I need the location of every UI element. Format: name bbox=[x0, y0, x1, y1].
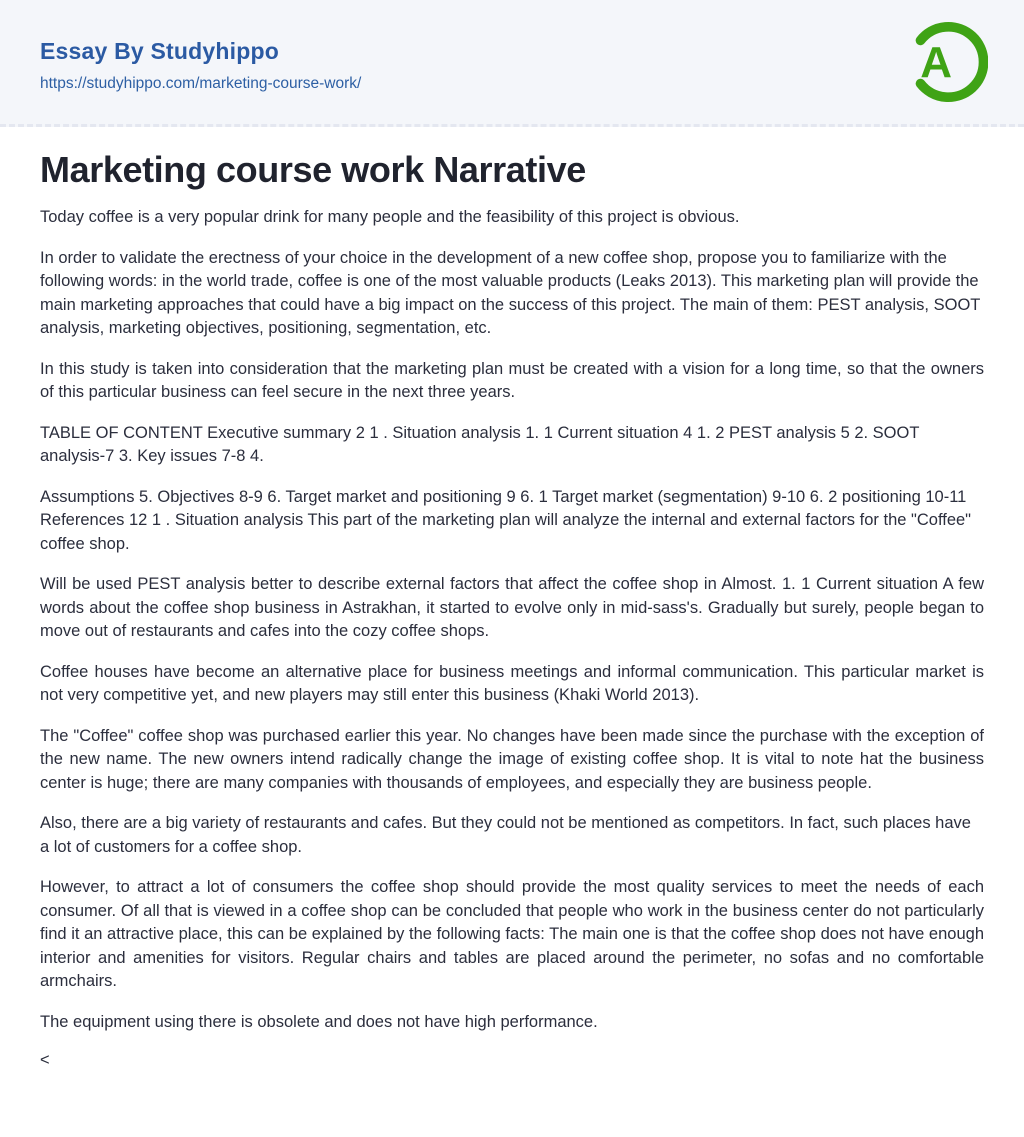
paragraph: TABLE OF CONTENT Executive summary 2 1 . Situation analysis 1. 1 Current situation 4 1. 2 PEST analysis 5 2. SOOT analysis-7 3. Key issues 7-8 4. bbox=[40, 423, 920, 465]
source-url-link[interactable]: https://studyhippo.com/marketing-course-work/ bbox=[40, 74, 362, 92]
paragraph: In this study is taken into consideration that the marketing plan must be created with a vision for a long time, so that the owners of this particular business can feel secure in the next three years. bbox=[40, 359, 984, 401]
truncation-marker: < bbox=[40, 1051, 50, 1069]
paragraph: The "Coffee" coffee shop was purchased earlier this year. No changes have been made since the purchase with the exception of the new name. The new owners intend radically change the image of existing coffee shop. It is vital to note hat the business center is huge; there are many companies with thousands of employees, and especially they are business people. bbox=[40, 726, 984, 792]
paragraph: Will be used PEST analysis better to describe external factors that affect the coffee shop in Almost. 1. 1 Current situation A few words about the coffee shop business in Astrakhan, it started to evolve only in mid-sass's. Gradually but surely, people began to move out of restaurants and cafes into the cozy coffee shops. bbox=[40, 575, 984, 640]
paragraph: However, to attract a lot of consumers the coffee shop should provide the most quality services to meet the needs of each consumer. Of all that is viewed in a coffee shop can be concluded that people who work in the business center do not particularly find it an attractive place, this can be explained by the following facts: The main one is that the coffee shop does not have enough interior and amenities for visitors. Regular chairs and tables are placed around the perimeter, no sofas and no comfortable armchairs. bbox=[40, 878, 984, 990]
header-text bbox=[40, 32, 361, 93]
article-body bbox=[40, 206, 984, 1034]
article bbox=[0, 127, 1024, 1070]
paragraph: Assumptions 5. Objectives 8-9 6. Target market and positioning 9 6. 1 Target market (segmentation) 9-10 6. 2 positioning 10-11 References 12 1 . Situation analysis This part of the marketing plan will analyze the internal and external factors for the "Coffee" coffee shop. bbox=[40, 487, 972, 553]
studyhippo-logo-icon bbox=[900, 18, 988, 106]
logo-letter: A bbox=[920, 37, 952, 87]
paragraph: In order to validate the erectness of your choice in the development of a new coffee shop, propose you to familiarize with the following words: in the world trade, coffee is one of the most valuable products (Leaks 2013). This marketing plan will provide the main marketing approaches that could have a big impact on the success of this project. The main of them: PEST analysis, SOOT analysis, marketing objectives, positioning, segmentation, etc. bbox=[40, 248, 981, 337]
paragraph: The equipment using there is obsolete and does not have high performance. bbox=[40, 1012, 598, 1031]
paragraph: Today coffee is a very popular drink for many people and the feasibility of this project is obvious. bbox=[40, 208, 740, 226]
site-title: Essay By Studyhippo bbox=[40, 37, 279, 64]
paragraph: Also, there are a big variety of restaurants and cafes. But they could not be mentioned as competitors. In fact, such places have a lot of customers for a coffee shop. bbox=[40, 814, 971, 856]
site-header bbox=[0, 0, 1024, 127]
paragraph: Coffee houses have become an alternative place for business meetings and informal communication. This particular market is not very competitive yet, and new players may still enter this business (Khaki World 2013). bbox=[40, 662, 984, 704]
page-title: Marketing course work Narrative bbox=[40, 149, 586, 190]
